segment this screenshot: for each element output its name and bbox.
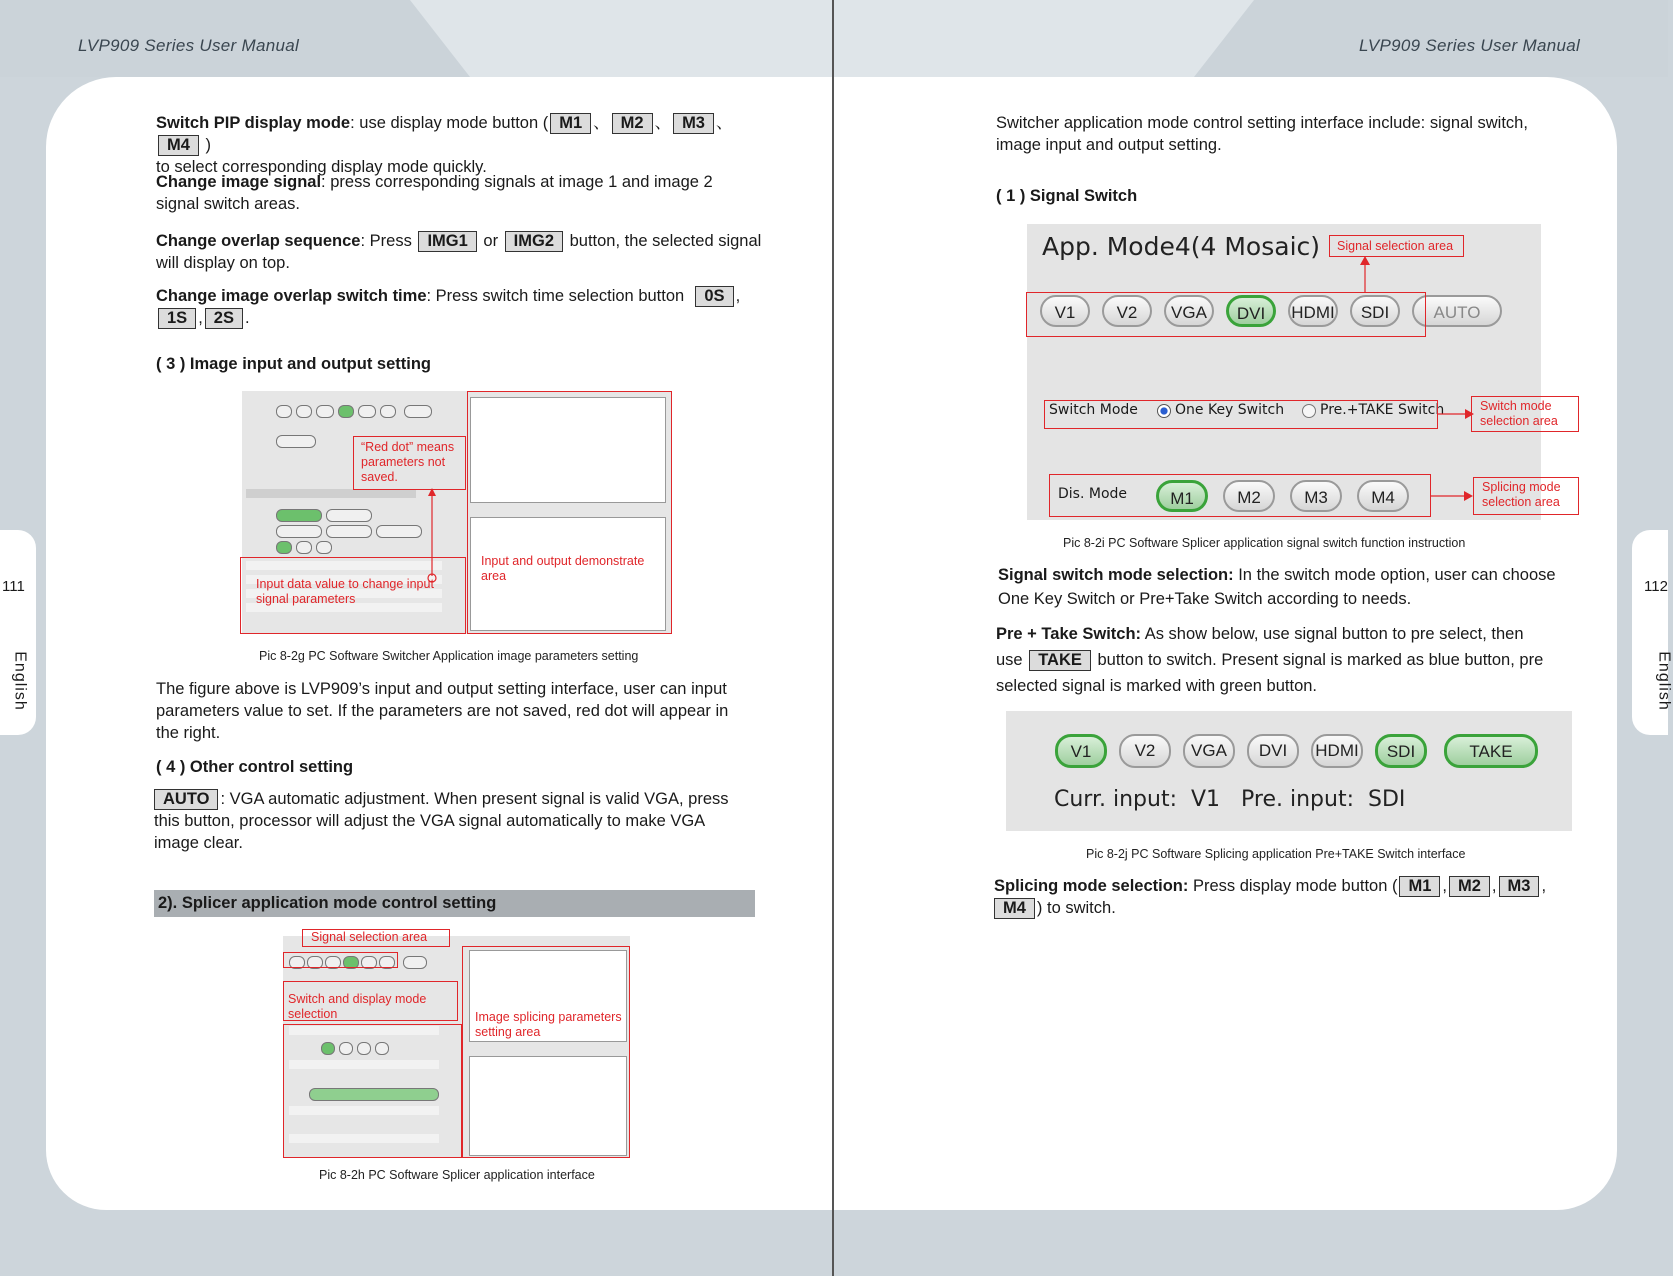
figure-8-2i-caption: Pic 8-2i PC Software Splicer application signal switch function instruction	[1063, 536, 1466, 550]
current-input-readout: Curr. input: V1 Pre. input: SDI	[1054, 787, 1406, 812]
pt-vga-button[interactable]: VGA	[1183, 734, 1235, 768]
auto-button[interactable]: AUTO	[1412, 295, 1502, 327]
mode-m2-button[interactable]: M2	[1223, 480, 1275, 512]
pt-hdmi-button[interactable]: HDMI	[1311, 734, 1363, 768]
signal-vga-button[interactable]: VGA	[1164, 295, 1214, 327]
app-mode-title: App. Mode4(4 Mosaic)	[1042, 232, 1321, 261]
pt-v2-button[interactable]: V2	[1119, 734, 1171, 768]
header-title: LVP909 Series User Manual	[78, 36, 300, 55]
pt-sdi-button[interactable]: SDI	[1375, 734, 1427, 768]
figure-8-2h-caption: Pic 8-2h PC Software Splicer application interface	[319, 1168, 595, 1182]
figure-8-2j	[1006, 711, 1572, 831]
language-label: English	[11, 651, 29, 711]
page-number-right: 112	[1644, 578, 1668, 595]
splicing-params-box	[462, 946, 630, 1158]
para-signal-switch-mode: Signal switch mode selection: In the switch mode option, user can choose One Key Switch or Pre+Take Switch according to needs.	[998, 566, 1556, 608]
switch-mode-row-box	[1044, 400, 1438, 429]
pt-take-button[interactable]: TAKE	[1444, 734, 1538, 768]
figure-8-2j-caption: Pic 8-2j PC Software Splicing application Pre+TAKE Switch interface	[1086, 847, 1466, 861]
para-figure-description: The figure above is LVP909’s input and output setting interface, user can input parameters value to set. If the parameters are not saved, red dot will appear in the right.	[156, 680, 729, 742]
switch-area-label: Switch mode selection area	[1480, 399, 1558, 428]
figure-8-2g-caption: Pic 8-2g PC Software Switcher Application image parameters setting	[259, 649, 639, 663]
pt-v1-button[interactable]: V1	[1055, 734, 1107, 768]
input-data-note: Input data value to change input signal parameters	[256, 577, 434, 606]
pt-dvi-button[interactable]: DVI	[1247, 734, 1299, 768]
para-splicing-mode: Splicing mode selection: Press display mode button ( M1 , M2 , M3 , M4 ) to switch.	[994, 877, 1547, 917]
red-dot-note: “Red dot” means parameters not saved.	[361, 440, 455, 484]
para-change-signal: Change image signal: press corresponding signals at image 1 and image 2 signal switch areas.	[156, 173, 713, 213]
section-3-title: ( 3 ) Image input and output setting	[156, 355, 431, 373]
signal-v2-button[interactable]: V2	[1102, 295, 1152, 327]
signal-dvi-button[interactable]: DVI	[1226, 295, 1276, 327]
mode-m3-button[interactable]: M3	[1290, 480, 1342, 512]
switch-mode-arrow	[1438, 408, 1474, 420]
para-intro: Switcher application mode control setting interface include: signal switch, image input and output setting.	[996, 114, 1528, 154]
signal-hdmi-button[interactable]: HDMI	[1288, 295, 1338, 327]
red-dot-arrow	[420, 488, 440, 584]
signal-area-note: Signal selection area	[311, 930, 428, 944]
signal-row-box	[283, 952, 398, 968]
para-overlap-sequence: Change overlap sequence: Press IMG1 or IMG2 button, the selected signal will display on top.	[156, 232, 762, 272]
mode-m1-button[interactable]: M1	[1156, 480, 1208, 512]
para-pre-take: Pre + Take Switch: As show below, use signal button to pre select, then use TAKE button to switch. Present signal is marked as blue button, pre selected signal is marked with green button.	[996, 625, 1544, 695]
splice-mode-arrow	[1431, 490, 1473, 502]
pre-take-label: Pre.+TAKE Switch	[1320, 402, 1445, 418]
signal-row-box-right	[1026, 292, 1426, 337]
right-page	[834, 0, 1673, 1276]
signal-v1-button[interactable]: V1	[1040, 295, 1090, 327]
switch-mode-label: Switch Mode	[1049, 402, 1138, 418]
io-area-box	[467, 391, 672, 634]
signal-area-arrow	[1359, 256, 1371, 294]
one-key-label: One Key Switch	[1175, 402, 1285, 418]
io-area-note: Input and output demonstrate area	[481, 554, 645, 583]
para-auto: AUTO : VGA automatic adjustment. When present signal is valid VGA, press this button, processor will adjust the VGA signal automatically to make VGA image clear.	[154, 790, 729, 852]
para-pip-mode: Switch PIP display mode: use display mode button ( M1 、 M2 、 M3 、M4 ) to select corresponding display mode quickly.	[156, 114, 733, 176]
left-params-box	[283, 1024, 462, 1158]
dis-mode-row-box	[1049, 474, 1431, 517]
signal-sdi-button[interactable]: SDI	[1350, 295, 1400, 327]
splicing-params-note: Image splicing parameters setting area	[475, 1010, 622, 1039]
section-splicer-bar: 2). Splicer application mode control setting	[154, 890, 755, 917]
splice-area-label: Splicing mode selection area	[1482, 480, 1561, 509]
left-page	[0, 0, 834, 1276]
switch-display-note: Switch and display mode selection	[288, 992, 427, 1021]
section-1-title: ( 1 ) Signal Switch	[996, 187, 1138, 205]
para-overlap-time: Change image overlap switch time: Press switch time selection button 0S , 1S , 2S .	[156, 287, 741, 327]
section-4-title: ( 4 ) Other control setting	[156, 758, 354, 776]
signal-area-label: Signal selection area	[1337, 239, 1454, 253]
language-label-right: English	[1655, 651, 1673, 711]
page-number: 111	[2, 578, 25, 595]
header-title-right: LVP909 Series User Manual	[1359, 36, 1581, 55]
mode-m4-button[interactable]: M4	[1357, 480, 1409, 512]
dis-mode-label: Dis. Mode	[1058, 486, 1128, 502]
